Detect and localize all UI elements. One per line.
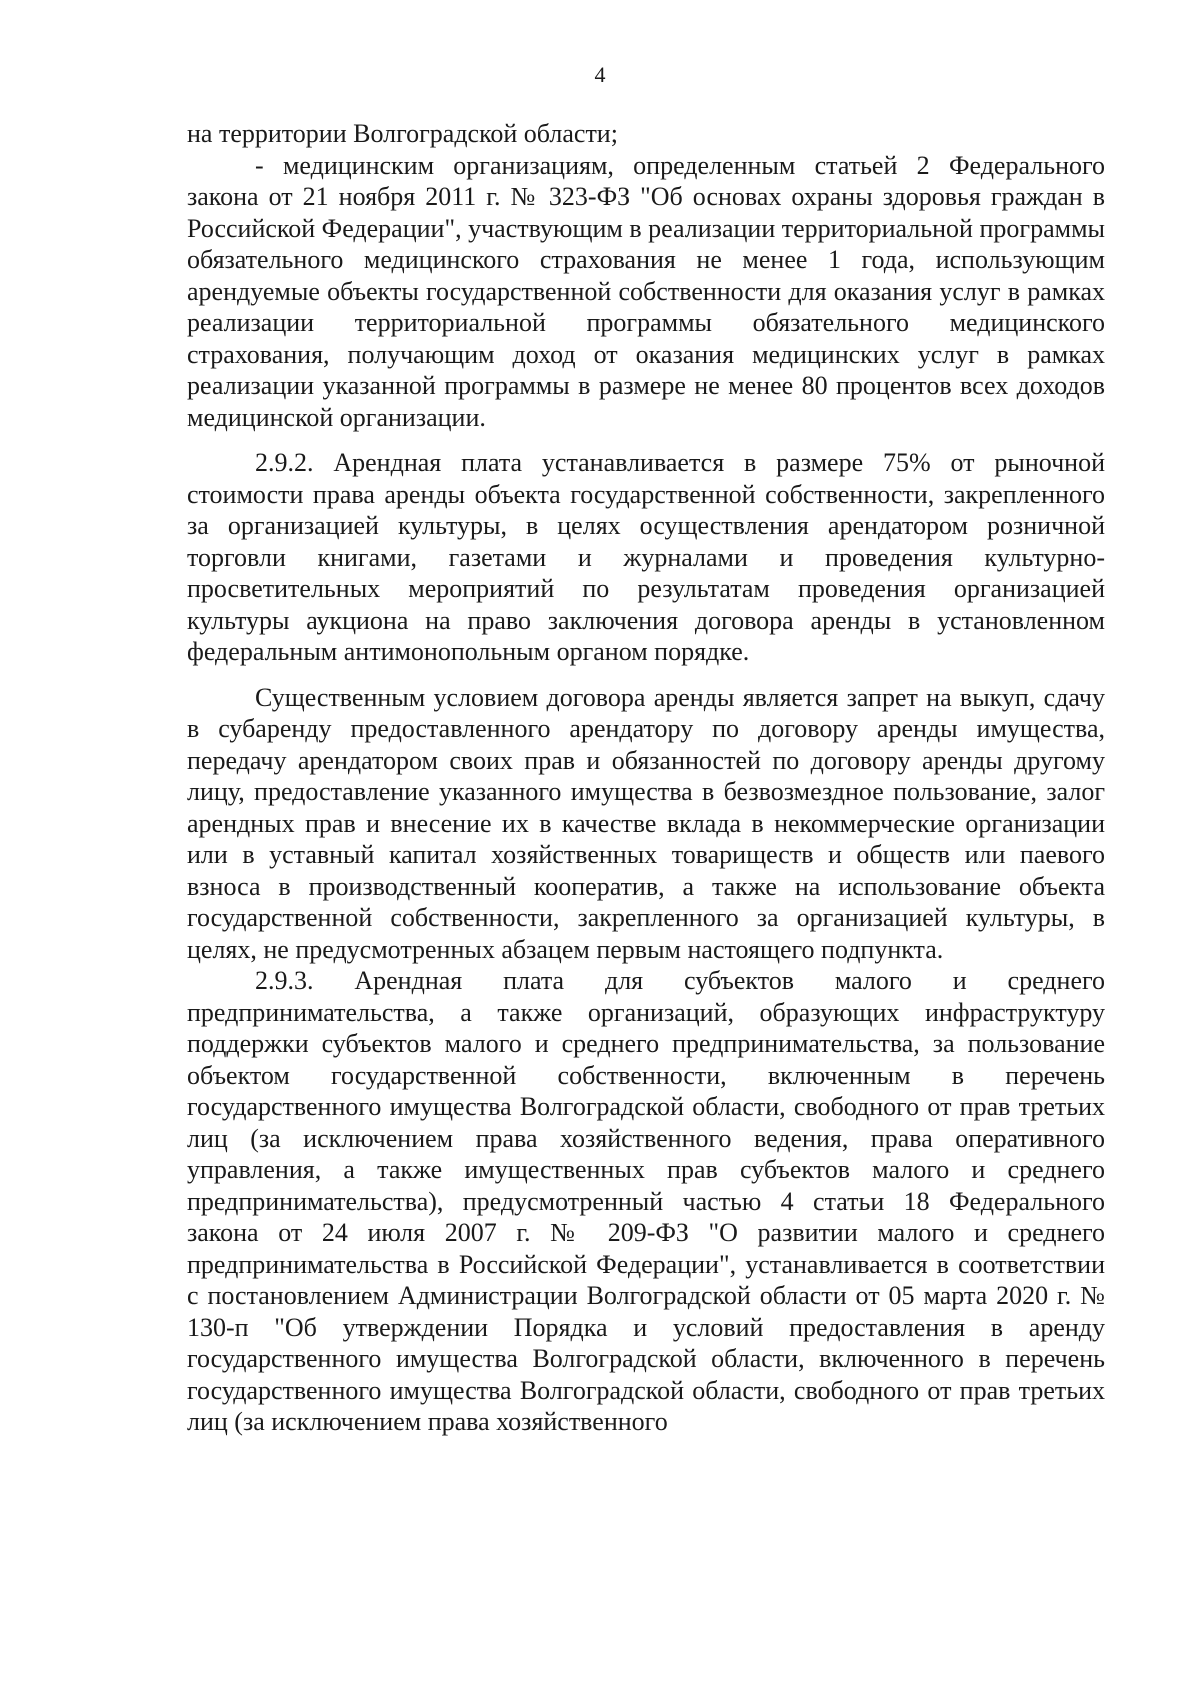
paragraph-continuation: на территории Волгоградской области; bbox=[187, 119, 618, 148]
page-number: 4 bbox=[594, 62, 606, 87]
document-body bbox=[187, 118, 1105, 1438]
paragraph-clause-2-9-3: 2.9.3. Арендная плата для субъектов малого и среднего предпринимательства, а также организаций, образующих инфраструктуру поддержки субъектов малого и среднего предпринимательства, за пользование объектом государственной собственности, включенным в перечень государственного имущества Волгоградской области, свободного от прав третьих лиц (за исключением права хозяйственного ведения, права оперативного управления, а также имущественных прав субъектов малого и среднего предпринимательства), предусмотренный частью 4 статьи 18 Федерального закона от 24 июля 2007 г. № 209-ФЗ "О развитии малого и среднего предпринимательства в Российской Федерации", устанавливается в соответствии с постановлением Администрации Волгоградской области от 05 марта 2020 г. № 130-п "Об утверждении Порядка и условий предоставления в аренду государственного имущества Волгоградской области, включенного в перечень государственного имущества Волгоградской области, свободного от прав третьих лиц (за исключением права хозяйственного bbox=[187, 966, 1105, 1436]
paragraph-essential-condition: Существенным условием договора аренды является запрет на выкуп, сдачу в субаренду предоставленного арендатору по договору аренды имущества, передачу арендатором своих прав и обязанностей по договору аренды другому лицу, предоставление указанного имущества в безвозмездное пользование, залог арендных прав и внесение их в качестве вклада в некоммерческие организации или в уставный капитал хозяйственных товариществ и обществ или паевого взноса в производственный кооператив, а также на использование объекта государственной собственности, закрепленного за организацией культуры, в целях, не предусмотренных абзацем первым настоящего подпункта. bbox=[187, 682, 1105, 964]
paragraph-medical-organizations: - медицинским организациям, определенным статьей 2 Федерального закона от 21 ноября 2011 г. № 323-ФЗ "Об основах охраны здоровья граждан в Российской Федерации", участвующим в реализации территориальной программы обязательного медицинского страхования не менее 1 года, использующим арендуемые объекты государственной собственности для оказания услуг в рамках реализации территориальной программы обязательного медицинского страхования, получающим доход от оказания медицинских услуг в рамках реализации указанной программы в размере не менее 80 процентов всех доходов медицинской организации. bbox=[187, 150, 1105, 432]
paragraph-clause-2-9-2: 2.9.2. Арендная плата устанавливается в размере 75% от рыночной стоимости права аренды объекта государственной собственности, закрепленного за организацией культуры, в целях осуществления арендатором розничной торговли книгами, газетами и журналами и проведения культурно-просветительных мероприятий по результатам проведения организацией культуры аукциона на право заключения договора аренды в установленном федеральным антимонопольным органом порядке. bbox=[187, 448, 1105, 666]
